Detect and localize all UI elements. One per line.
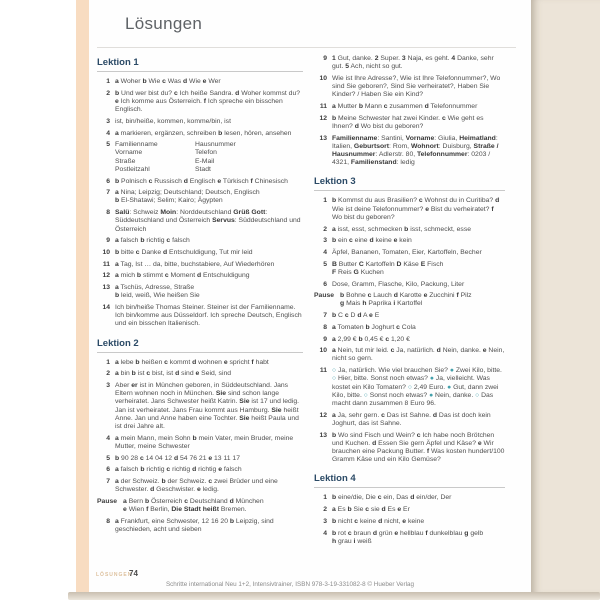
item-text: a markieren, ergänzen, schreiben b lesen, hören, ansehen (115, 129, 292, 137)
item-text: a Bern b Österreich c Deutschland d München e Wien f Berlin, Die Stadt heißt Bremen. (123, 497, 264, 514)
item-number: 4 (323, 529, 327, 537)
lektion-heading: Lektion 4 (314, 473, 505, 488)
answer-item (97, 370, 303, 378)
item-text: Familienname: Santini, Vorname: Giulia, Heimatland: Italien, Geburtsort: Rom, Wohnort: Duisburg, Straße / Hausnummer: Adlerstr. 80, Telefonnummer: 0203 / 4321, Familienstand: ledig (332, 134, 499, 167)
item-number: 9 (323, 55, 327, 62)
answer-item (97, 90, 303, 115)
answer-item (97, 498, 303, 514)
item-text: a Ja, sehr gern. c Das ist Sahne. d Das ist doch kein Joghurt, das ist Sahne. (332, 411, 491, 427)
footer-credit: Schritte international Neu 1+2, Intensivtrainer, ISBN 978-3-19-331082-8 © Hueber Verlag (165, 581, 415, 588)
answer-item (314, 506, 505, 514)
item-number: 8 (106, 517, 110, 525)
item-number: 7 (323, 312, 327, 320)
item-text: a mein Mann, mein Sohn b mein Vater, mein Bruder, meine Mutter, meine Schwester (115, 434, 294, 450)
answer-item (314, 292, 505, 308)
answer-item (314, 312, 505, 320)
item-text: a falsch b richtig c richtig d richtig e falsch (115, 466, 242, 474)
answers-column (97, 55, 303, 549)
item-text: a falsch b richtig c falsch (115, 237, 190, 245)
item-text: a Woher b Wie c Was d Wie e Wer (115, 78, 221, 85)
item-text: b Bohne c Lauch d Karotte e Zucchini f Pilz g Mais h Paprika i Kartoffel (340, 292, 472, 308)
page-bottom-shadow (68, 592, 600, 600)
item-number: 12 (319, 114, 327, 122)
answer-item (314, 135, 505, 168)
answer-item (97, 178, 303, 186)
item-text: a 2,99 € b 0,45 € c 1,20 € (332, 335, 410, 343)
item-text: a Tomaten b Joghurt c Cola (332, 323, 416, 331)
item-number: 6 (106, 466, 110, 474)
item-text: b C c D d A e E (332, 312, 380, 320)
item-text: Salü: Schweiz Moin: Norddeutschland Grüß Gott: Süddeutschland und Österreich Servus: Süddeutschland und Österreich (115, 209, 301, 233)
item-number: 7 (106, 189, 110, 197)
item-number: 8 (106, 209, 110, 217)
answer-item (314, 494, 505, 502)
section-color-strip (76, 0, 89, 592)
item-number: 5 (106, 141, 110, 149)
answer-item (314, 237, 505, 245)
item-number: 6 (106, 177, 110, 185)
answer-item (314, 518, 505, 526)
item-text: a lebe b heißen c kommt d wohnen e spricht f habt (115, 358, 269, 366)
item-number: 8 (323, 323, 327, 331)
item-number: 4 (106, 434, 110, 442)
answer-item (314, 249, 505, 257)
answer-item (97, 118, 303, 126)
answers-column (314, 55, 505, 549)
answer-item (314, 261, 505, 277)
item-number: 4 (323, 248, 327, 256)
page-title: Lösungen (125, 14, 203, 33)
item-number: 3 (323, 517, 327, 525)
item-text: a Es b Sie c sie d Es e Er (332, 506, 410, 514)
answer-item (97, 249, 303, 257)
item-number: 13 (319, 431, 327, 439)
answer-item (314, 530, 505, 546)
item-text: b Meine Schwester hat zwei Kinder. c Wie geht es Ihnen? d Wo bist du geboren? (332, 114, 484, 130)
answer-item (97, 272, 303, 280)
item-text: Ich bin/heiße Thomas Steiner. Steiner ist der Familienname. Ich bin/komme aus Düsseldorf. Ich spreche Deutsch, Englisch und ein bisschen Italienisch. (115, 303, 302, 328)
dialog-speaker-dot: ○ (363, 391, 368, 399)
item-text: b rot c braun d grün e hellblau f dunkelblau g gelb h grau i weiß (332, 529, 484, 545)
item-text: a isst, esst, schmecken b isst, schmeckt, esse (332, 225, 472, 233)
item-number: 9 (323, 335, 327, 343)
answer-item (314, 432, 505, 465)
book-background (531, 0, 600, 593)
answer-item (314, 324, 505, 332)
dialog-speaker-dot: ● (429, 391, 434, 399)
lektion-heading: Lektion 1 (97, 57, 303, 72)
lektion-heading: Lektion 3 (314, 176, 505, 191)
item-number: 13 (319, 134, 327, 142)
item-number: 2 (323, 506, 327, 514)
answer-item (97, 141, 303, 174)
item-number: 1 (106, 78, 110, 85)
item-text: b nicht c keine d nicht, e keine (332, 517, 425, 525)
answer-item (314, 103, 505, 111)
dialog-speaker-dot: ○ (475, 391, 480, 399)
item-number: 12 (102, 272, 110, 280)
item-text: Aber er ist in München geboren, in Süddeutschland. Jans Eltern wohnen noch in München. Sie sind schon lange verheiratet. Jans Schwester heißt Katrin. Sie ist 17 und ledig. Jan ist verheiratet. Jans Frau kommt aus Hamburg. Sie heißt Anne. Jan und Anne haben eine Tochter. Sie heißt Paula und ist drei Jahre alt. (115, 381, 299, 430)
dialog-speaker-dot: ● (429, 375, 434, 383)
answer-item (97, 130, 303, 138)
answer-item (97, 209, 303, 234)
answer-item (97, 78, 303, 86)
item-text: a mich b stimmt c Moment d Entschuldigung (115, 272, 250, 280)
answer-item (314, 55, 505, 71)
item-text: b Wo sind Fisch und Wein? c Ich habe noch Brötchen und Kuchen. d Essen Sie gern Äpfel und Käse? e Wir brauchen eine Packung Butter. f Was kosten hundert/100 Gramm Käse und ein Kilo Gemüse? (332, 431, 505, 464)
item-text: b ein c eine d keine e kein (332, 237, 412, 245)
answer-page (76, 0, 531, 592)
form-fields-table: Familienname Hausnummer Vorname Telefon Straße E-Mail Postleitzahl Stadt (115, 141, 236, 173)
dialog-speaker-dot: ○ (332, 367, 337, 375)
item-number: 11 (319, 367, 327, 375)
item-number: 2 (106, 89, 110, 97)
dialog-speaker-dot: ○ (332, 375, 337, 383)
answer-item (97, 189, 303, 205)
item-text: b Und wer bist du? c Ich heiße Sandra. d Woher kommst du? e Ich komme aus Österreich. f Ich spreche ein bisschen Englisch. (115, 89, 301, 114)
item-number: 11 (102, 260, 110, 268)
item-number: Pause (314, 292, 335, 300)
item-text: ○ Ja, natürlich. Wie viel brauchen Sie? ● Zwei Kilo, bitte. ○ Hier, bitte. Sonst noch etwas? ● Ja, vielleicht. Was kostet ein Kilo Tomaten? ○ 2,49 Euro. ● Gut, dann zwei Kilo, bitte. ○ Sonst noch etwas? ● Nein, danke. ○ Das macht dann zusammen 8 Euro 96. (332, 367, 502, 407)
item-text: 1 Gut, danke. 2 Super. 3 Naja, es geht. 4 Danke, sehr gut. 5 Ach, nicht so gut. (332, 55, 494, 71)
item-number: 7 (106, 478, 110, 486)
item-number: 3 (106, 381, 110, 389)
item-text: a Frankfurt, eine Schwester, 12 16 20 b Leipzig, sind geschieden, acht und sieben (115, 517, 274, 534)
item-number: 10 (102, 248, 110, 256)
answer-item (314, 347, 505, 363)
item-text: b Polnisch c Russisch d Englisch e Türkisch f Chinesisch (115, 177, 288, 185)
answer-item (97, 359, 303, 367)
answer-item (97, 382, 303, 431)
item-number: 5 (323, 260, 327, 268)
answer-item (97, 466, 303, 474)
item-text: a Tag, Ist … da, bitte, buchstabiere, Auf Wiederhören (115, 260, 275, 268)
item-number: 11 (319, 103, 327, 111)
item-number: 1 (106, 358, 110, 366)
item-number: 1 (323, 494, 327, 502)
answer-item (314, 336, 505, 344)
item-number: 13 (102, 284, 110, 292)
item-number: 5 (106, 454, 110, 462)
answer-item (314, 412, 505, 428)
item-number: 14 (102, 303, 110, 311)
footer-section-label: LÖSUNGEN (96, 572, 133, 578)
item-number: 12 (319, 411, 327, 419)
answer-item (97, 435, 303, 451)
footer-page-number: 74 (129, 569, 138, 578)
item-number: 2 (323, 225, 327, 233)
answer-item (97, 478, 303, 494)
item-text (115, 141, 303, 174)
item-number: 1 (323, 197, 327, 205)
answer-item (314, 75, 505, 100)
answer-item (97, 304, 303, 329)
item-number: Pause (97, 497, 118, 505)
answer-item (97, 237, 303, 245)
item-number: 10 (319, 74, 327, 82)
item-text: a Nein, tut mir leid. c Ja, natürlich. d Nein, danke. e Nein, nicht so gern. (332, 347, 505, 363)
item-text: Äpfel, Bananen, Tomaten, Eier, Kartoffeln, Becher (332, 248, 482, 256)
item-text: a Tschüs, Adresse, Straße b leid, weiß, Wie heißen Sie (115, 284, 200, 300)
answer-item (314, 197, 505, 222)
item-text: ist, bin/heiße, kommen, komme/bin, ist (115, 117, 231, 125)
item-text: a Mutter b Mann c zusammen d Telefonnummer (332, 103, 478, 111)
item-text: b 90 28 c 14 04 12 d 54 76 21 e 13 11 17 (115, 454, 240, 462)
item-text: a der Schweiz. b der Schweiz. c zwei Brüder und eine Schwester. d Geschwister. e ledig. (115, 478, 278, 494)
lektion-heading: Lektion 2 (97, 338, 303, 353)
item-text: Wie ist Ihre Adresse?, Wie ist Ihre Telefonnummer?, Wo sind Sie geboren?, Sind Sie verheiratet?, Haben Sie Kinder? / Haben Sie ein Kind? (332, 74, 501, 99)
item-text: Dose, Gramm, Flasche, Kilo, Packung, Liter (332, 280, 465, 288)
item-number: 10 (319, 347, 327, 355)
answer-item (97, 261, 303, 269)
answer-item (314, 115, 505, 131)
answer-item (97, 284, 303, 300)
item-text: a Nina; Leipzig; Deutschland; Deutsch, Englisch b El-Shatawi; Selim; Kairo; Ägypten (115, 189, 260, 205)
dialog-speaker-dot: ● (447, 383, 452, 391)
item-number: 2 (106, 370, 110, 378)
dialog-speaker-dot: ○ (407, 383, 412, 391)
item-number: 4 (106, 129, 110, 137)
item-text: b eine/die, Die c ein, Das d ein/der, Der (332, 494, 452, 502)
dialog-speaker-dot: ● (449, 367, 454, 375)
item-text: b Kommst du aus Brasilien? c Wohnst du in Curitiba? d Wie ist deine Telefonnummer? e Bist du verheiratet? f Wo bist du geboren? (332, 197, 500, 221)
item-text: a bin b ist c bist, ist d sind e Seid, sind (115, 370, 232, 378)
title-divider (97, 47, 516, 48)
answer-item (97, 455, 303, 463)
item-number: 6 (323, 280, 327, 288)
item-number: 9 (106, 237, 110, 245)
answer-item (314, 226, 505, 234)
answers-columns (97, 55, 505, 549)
item-number: 3 (106, 117, 110, 125)
item-text: b bitte c Danke d Entschuldigung, Tut mir leid (115, 248, 253, 256)
answer-item (314, 281, 505, 289)
item-number: 3 (323, 237, 327, 245)
item-text: B Butter C Kartoffeln D Käse E Fisch F Reis G Kuchen (332, 260, 444, 276)
answer-item (97, 518, 303, 534)
answer-item (314, 367, 505, 408)
